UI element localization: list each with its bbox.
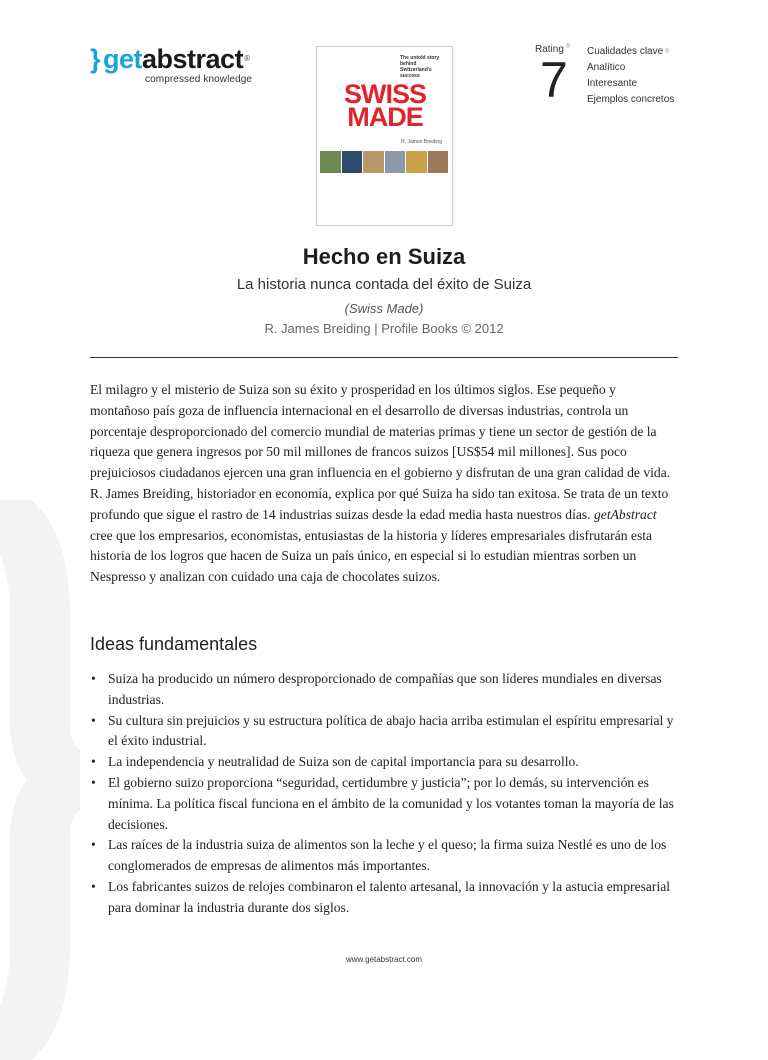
cover-title-line1: SWISS — [343, 79, 426, 109]
cover-photo-6 — [428, 151, 449, 173]
quality-item: Ejemplos concretos — [587, 94, 675, 105]
logo-abstract: abstract — [142, 44, 244, 74]
cover-photo-1 — [320, 151, 341, 173]
idea-text: Los fabricantes suizos de relojes combinaron el talento artesanal, la innovación y la astucia empresarial para dominar la industria durante dos siglos. — [108, 878, 671, 915]
book-byline: R. James Breiding | Profile Books © 2012 — [264, 321, 504, 336]
footer-url[interactable]: www.getabstract.com — [345, 955, 423, 964]
background-brace-watermark — [0, 500, 80, 1060]
cover-title-line2: MADE — [347, 102, 423, 132]
bullet-icon: • — [91, 712, 96, 728]
rating-reg-mark: ® — [565, 44, 571, 50]
idea-item — [90, 773, 678, 835]
book-cover — [316, 46, 453, 226]
cover-photo-2 — [342, 151, 363, 173]
rating-label-text: Rating — [535, 44, 564, 55]
qualities-title — [587, 44, 674, 60]
cover-photo-5 — [406, 151, 427, 173]
logo-trademark: ® — [244, 54, 250, 63]
bullet-icon: • — [91, 671, 96, 686]
ideas-heading: Ideas fundamentales — [90, 634, 258, 654]
logo-get: get — [103, 44, 143, 74]
bullet-icon: • — [91, 774, 96, 790]
cover-author: R. James Breiding — [401, 139, 442, 145]
bullet-icon: • — [91, 754, 96, 770]
idea-item — [90, 752, 678, 773]
quality-item: Interesante — [587, 78, 638, 89]
cover-tagline: The untold story behind Switzerland's success — [400, 55, 440, 79]
cover-photo-3 — [363, 151, 384, 173]
idea-text: Suiza ha producido un número desproporcionado de compañías que son líderes mundiales en diversas industrias. — [108, 671, 662, 707]
ideas-list — [90, 669, 678, 919]
qualities-list — [587, 44, 674, 108]
abstract-brand-mention: getAbstract — [593, 506, 657, 522]
cover-title — [323, 79, 447, 132]
qualities-reg-mark: ® — [665, 49, 670, 55]
logo-tagline: compressed knowledge — [145, 74, 253, 85]
cover-photo-4 — [385, 151, 406, 173]
qualities-title-text: Cualidades clave — [587, 46, 664, 57]
idea-text: Su cultura sin prejuicios y su estructura política de abajo hacia arriba estimulan el espíritu empresarial y el éxito industrial. — [108, 712, 674, 749]
quality-item: Analítico — [587, 62, 626, 73]
idea-text: El gobierno suizo proporciona “seguridad, certidumbre y justicia”; por lo demás, su intervención es mínima. La política fiscal funciona en el ámbito de la comunidad y los votantes toman la mayoría de las decisiones. — [108, 774, 674, 832]
idea-text: La independencia y neutralidad de Suiza son de capital importancia para su desarrollo. — [108, 754, 579, 770]
abstract-text-2: cree que los empresarios, economistas, entusiastas de la historia y líderes empresariales disfrutarán esta historia de los logros que hacen de Suiza un país único, en especial si lo estudian mientras sorben un Nespresso y analizan con cuidado una caja de chocolates suizos. — [90, 527, 653, 585]
idea-item — [90, 711, 678, 753]
bullet-icon: • — [91, 878, 96, 894]
header-divider — [90, 357, 678, 358]
cover-photo-strip — [320, 151, 448, 173]
original-title: (Swiss Made) — [344, 301, 424, 316]
idea-item — [90, 835, 678, 877]
abstract-paragraph — [90, 380, 678, 588]
book-subtitle: La historia nunca contada del éxito de Suiza — [236, 276, 532, 293]
book-title: Hecho en Suiza — [302, 244, 466, 269]
logo-brace-icon: } — [90, 44, 101, 74]
rating-value: 7 — [540, 52, 568, 108]
bullet-icon: • — [91, 837, 96, 853]
idea-item — [90, 877, 678, 919]
abstract-text-1: El milagro y el misterio de Suiza son su éxito y prosperidad en los últimos siglos. Ese pequeño y montañoso país goza de influencia internacional en el desarrollo de diversas industrias, controla un porcentaje desproporcionado del comercio mundial de materias primas y tiene un sector de gestión de la riqueza que genera ingresos por 50 mil millones de francos suizos [US$54 mil millones]. Sus poco prejuiciosos ciudadanos ejercen una gran influencia en el gobierno y disfrutan de una gran calidad de vida. R. James Breiding, historiador en economía, explica por qué Suiza ha sido tan exitosa. Se trata de un texto profundo que sigue el rastro de 14 industrias suizas desde la edad media hasta nuestros días. — [90, 382, 671, 522]
idea-item — [90, 669, 678, 711]
getabstract-logo — [90, 44, 252, 85]
idea-text: Las raíces de la industria suiza de alimentos son la leche y el queso; la firma suiza Nestlé es uno de los conglomerados de empresas de alimentos más importantes. — [108, 837, 667, 874]
